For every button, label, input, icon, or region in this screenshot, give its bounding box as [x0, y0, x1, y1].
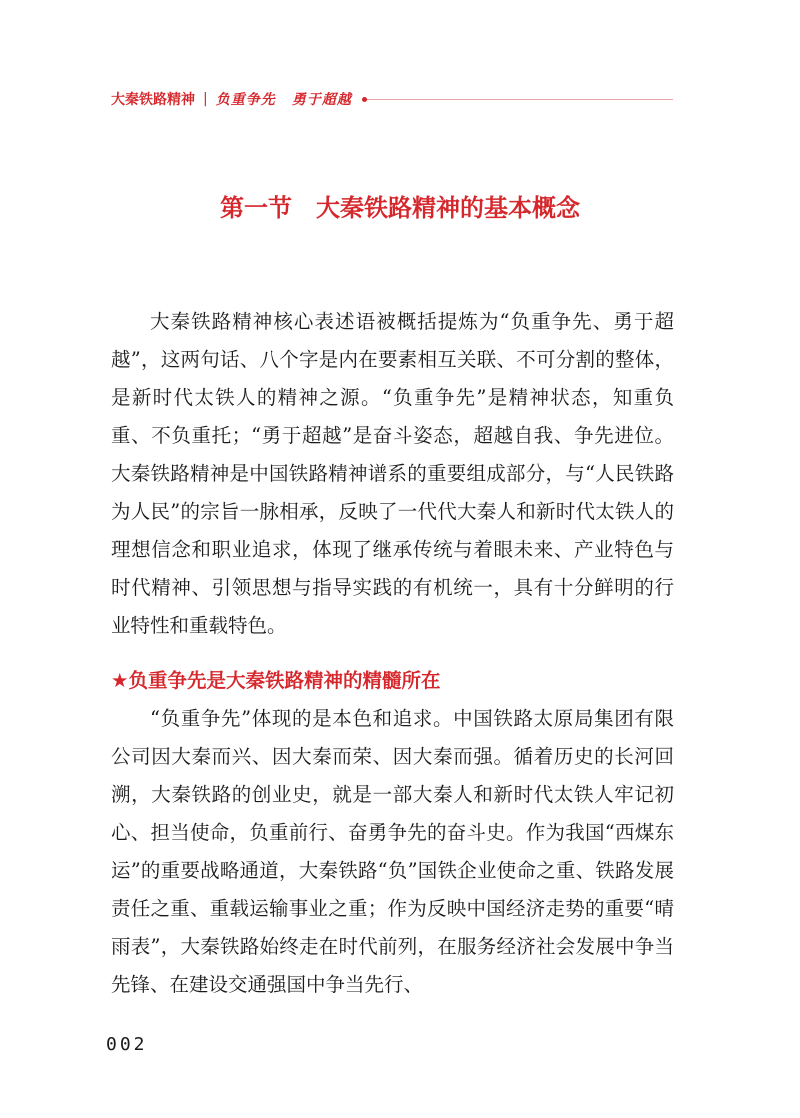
- header-separator: |: [203, 91, 208, 107]
- header-motto-left: 负重争先: [215, 92, 276, 108]
- paragraph-intro: 大秦铁路精神核心表述语被概括提炼为“负重争先、勇于超越”，这两句话、八个字是内在要素相互关联、不可分割的整体，是新时代太铁人的精神之源。“负重争先”是精神状态，知重负重、不负重托；“勇于超越”是奋斗姿态，超越自我、争先进位。大秦铁路精神是中国铁路精神谱系的重要组成部分，与“人民铁路为人民”的宗旨一脉相承，反映了一代代大秦人和新时代太铁人的理想信念和职业追求，体现了继承传统与着眼未来、产业特色与时代精神、引领思想与指导实践的有机统一，具有十分鲜明的行业特性和重载特色。: [111, 310, 674, 637]
- page-number: 002: [106, 1034, 148, 1055]
- header-motto-right: 勇于超越: [291, 92, 352, 108]
- header-rule: [366, 99, 673, 100]
- header-book-title: 大秦铁路精神: [111, 92, 195, 108]
- section-title: 第一节 大秦铁路精神的基本概念: [220, 194, 580, 222]
- header-dot-icon: [362, 97, 367, 102]
- running-header: [111, 86, 673, 112]
- subheading: ★负重争先是大秦铁路精神的精髓所在: [111, 669, 441, 692]
- paragraph-body: “负重争先”体现的是本色和追求。中国铁路太原局集团有限公司因大秦而兴、因大秦而荣、因大秦而强。循着历史的长河回溯，大秦铁路的创业史，就是一部大秦人和新时代太铁人牢记初心、担当使命，负重前行、奋勇争先的奋斗史。作为我国“西煤东运”的重要战略通道，大秦铁路“负”国铁企业使命之重、铁路发展责任之重、重载运输事业之重；作为反映中国经济走势的重要“晴雨表”，大秦铁路始终走在时代前列，在服务经济社会发展中争当先锋、在建设交通强国中争当先行、: [111, 707, 674, 996]
